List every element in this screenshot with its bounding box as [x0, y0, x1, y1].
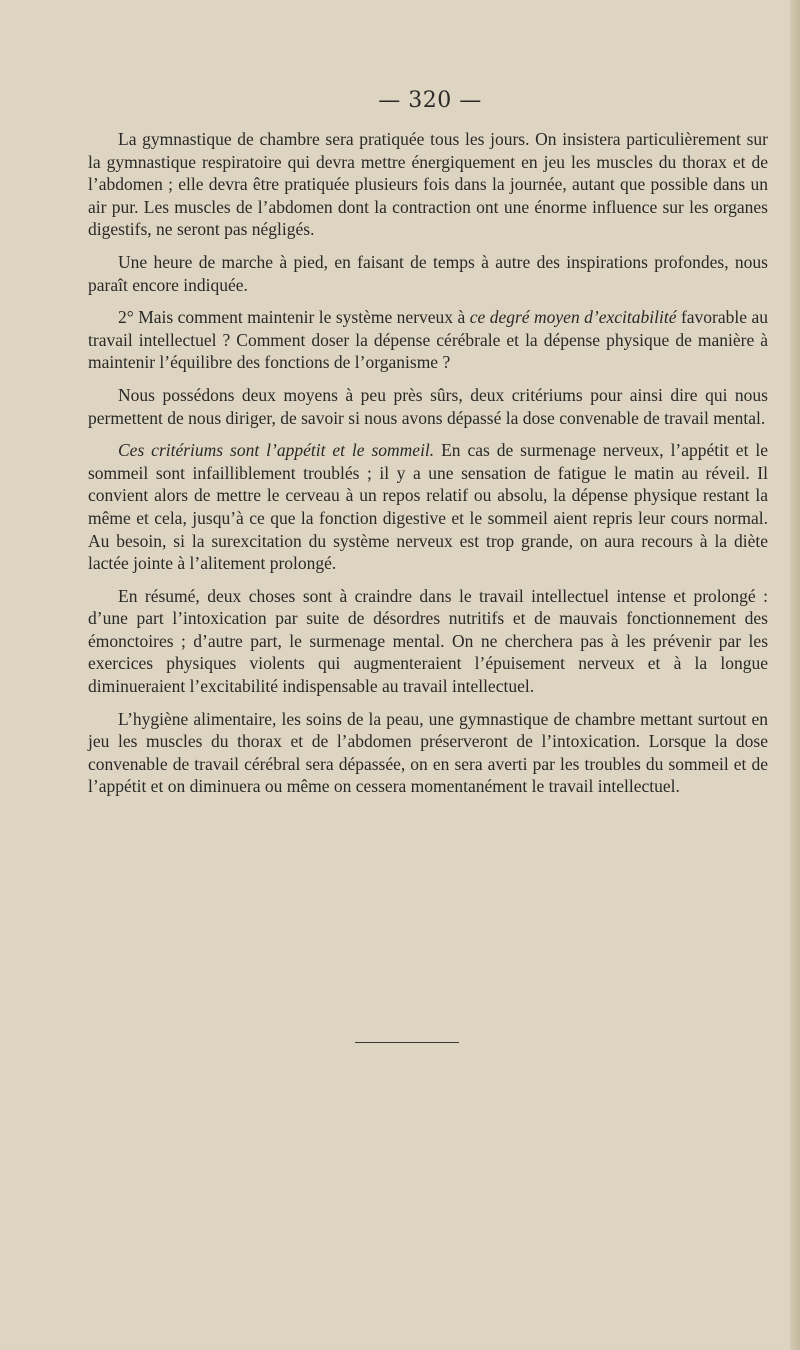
paragraph-lead: 2° Mais comment maintenir le système nerveux à	[118, 307, 470, 328]
paragraph-text: La gymnastique de chambre sera pratiquée tous les jours. On insistera particulièrement sur la gymnastique respiratoire qui devra mettre énergiquement en jeu les muscles du thorax et de l’abdomen ; elle devra être pratiquée plusieurs fois dans la journée, autant que possible dans un air pur. Les muscles de l’abdomen dont la contraction ont une énorme influence sur les organes digestifs, ne seront pas négligés.	[88, 129, 768, 240]
paragraph-text: En résumé, deux choses sont à craindre dans le travail intellectuel intense et prolongé : d’une part l’intoxication par suite de désordres nutritifs et de mauvais fonctionnement des émonctoires ; d’autre part, le surmenage mental. On ne cherchera pas à les prévenir par les exercices physiques violents qui augmenteraient l’épuisement nerveux et à la longue diminueraient l’excitabilité indispensable au travail intellectuel.	[88, 585, 768, 697]
paragraph	[88, 306, 768, 374]
paragraph-text: L’hygiène alimentaire, les soins de la peau, une gymnastique de chambre mettant surtout en jeu les muscles du thorax et de l’abdomen préserveront de l’intoxication. Lorsque la dose convenable de travail cérébral sera dépassée, on en sera averti par les troubles du sommeil et de l’appétit et on diminuera ou même on cessera momentanément le travail intellectuel.	[88, 708, 768, 797]
paragraph-text: Une heure de marche à pied, en faisant de temps à autre des inspirations profondes, nous paraît encore indiquée.	[88, 251, 768, 295]
section-end-rule	[355, 1042, 459, 1043]
paragraph-emphasis: Ces critériums sont l’appétit et le sommeil.	[118, 440, 435, 461]
paragraph	[88, 439, 768, 575]
paragraph	[88, 384, 768, 429]
paragraph	[88, 708, 768, 798]
paragraph	[88, 585, 768, 698]
page-edge	[790, 0, 800, 1350]
page-number: — 320 —	[378, 88, 482, 113]
paragraph	[88, 251, 768, 296]
paragraph-text: En cas de surmenage nerveux, l’appétit et le sommeil sont infailliblement troublés ; il y a une sensation de fatigue le matin au réveil. Il convient alors de mettre le cerveau à un repos relatif ou absolu, la dépense physique restant la même et cela, jusqu’à ce que la fonction digestive et le sommeil aient repris leur cours normal. Au besoin, si la surexcitation du système nerveux est trop grande, on aura recours à la diète lactée jointe à l’alitement prolongé.	[88, 440, 768, 574]
paragraph-emphasis: ce degré moyen d’excitabilité	[469, 307, 677, 328]
paragraph-text: favorable au travail intellectuel ? Comment doser la dépense cérébrale et la dépense physique de manière à maintenir l’équilibre des fonctions de l’organisme ?	[88, 307, 768, 373]
paragraph-text: Nous possédons deux moyens à peu près sûrs, deux critériums pour ainsi dire qui nous permettent de nous diriger, de savoir si nous avons dépassé la dose convenable de travail mental.	[88, 384, 768, 428]
body-text	[88, 128, 768, 808]
paragraph	[88, 128, 768, 241]
